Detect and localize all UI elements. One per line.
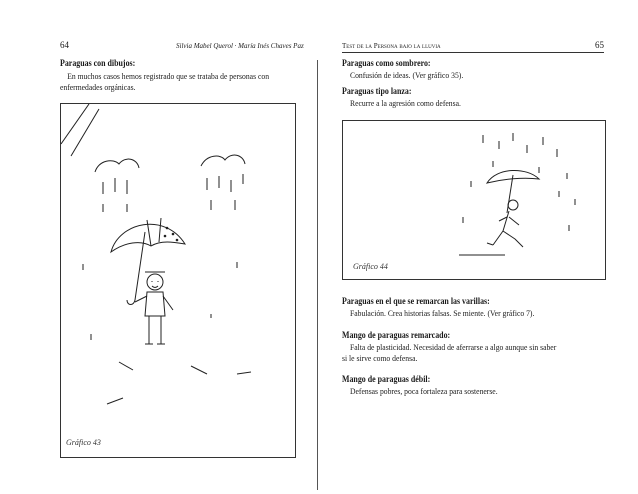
figure-44-drawing (343, 121, 605, 279)
left-body-line: enfermedades orgánicas. (60, 82, 136, 92)
section-heading: Paraguas tipo lanza: (342, 86, 412, 96)
section-text: Falta de plasticidad. Necesidad de aferrarse a algo aunque sin saber (350, 342, 557, 352)
section-text: Recurre a la agresión como defensa. (350, 98, 461, 108)
right-page (318, 0, 638, 494)
figure-43-caption: Gráfico 43 (66, 438, 101, 447)
section-text: Defensas pobres, poca fortaleza para sostenerse. (350, 386, 498, 396)
left-section-heading: Paraguas con dibujos: (60, 58, 136, 68)
figure-44-caption: Gráfico 44 (353, 262, 388, 271)
right-page-number: 65 (595, 40, 604, 50)
left-running-header: Silvia Mabel Querol · María Inés Chaves Paz (176, 42, 304, 50)
section-text: Fabulación. Crea historias falsas. Se miente. (Ver gráfico 7). (350, 308, 535, 318)
figure-44 (342, 120, 606, 280)
right-running-header: Test de la Persona bajo la lluvia (342, 42, 441, 50)
section-heading: Paraguas como sombrero: (342, 58, 431, 68)
section-heading: Mango de paraguas débil: (342, 374, 431, 384)
section-text: si le sirve como defensa. (342, 353, 418, 363)
section-heading: Paraguas en el que se remarcan las varillas: (342, 296, 490, 306)
right-header-rule (342, 52, 604, 53)
section-heading: Mango de paraguas remarcado: (342, 330, 451, 340)
figure-43-drawing (61, 104, 295, 457)
left-body-line: En muchos casos hemos registrado que se trataba de personas con (67, 71, 270, 81)
section-text: Confusión de ideas. (Ver gráfico 35). (350, 70, 464, 80)
left-body-text (60, 71, 303, 93)
figure-43 (60, 103, 296, 458)
left-page-number: 64 (60, 40, 69, 50)
left-page (0, 0, 318, 494)
